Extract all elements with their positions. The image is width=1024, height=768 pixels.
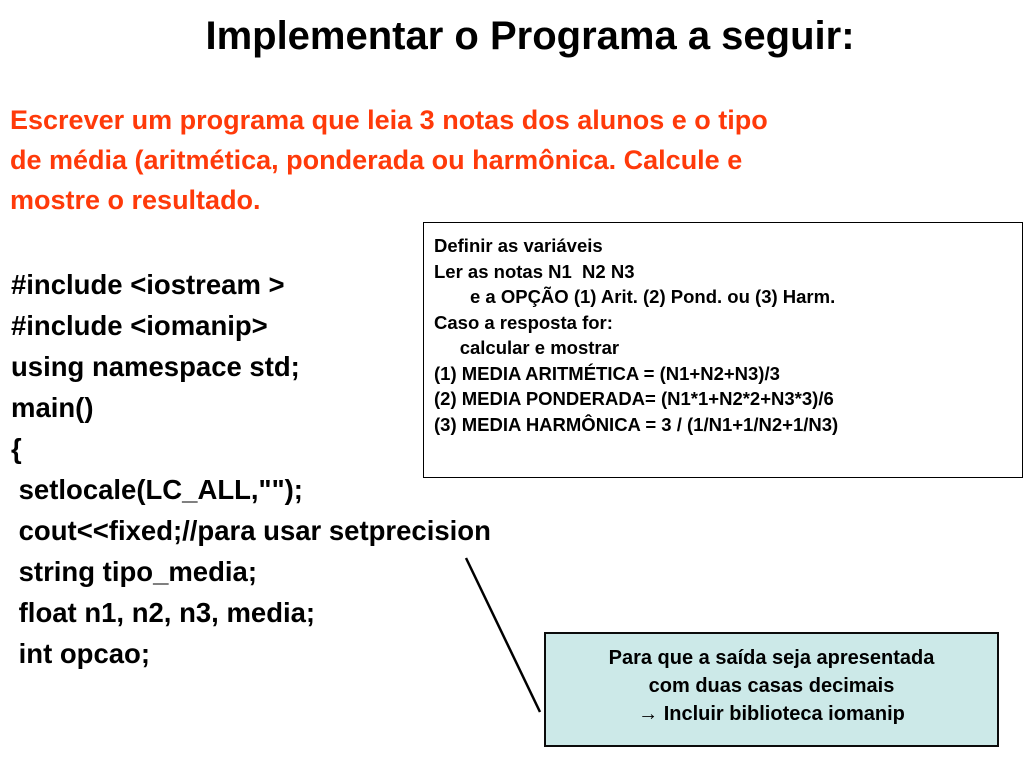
algorithm-line: Caso a resposta for: <box>434 311 613 333</box>
intro-line: de média (aritmética, ponderada ou harmônica. Calcule e <box>10 145 743 175</box>
code-line: string tipo_media; <box>11 556 257 587</box>
intro-line: mostre o resultado. <box>10 185 261 215</box>
intro-line: Escrever um programa que leia 3 notas dos alunos e o tipo <box>10 105 768 135</box>
code-listing <box>11 264 491 674</box>
note-line: com duas casas decimais <box>648 675 895 697</box>
algorithm-line: calcular e mostrar <box>434 337 620 358</box>
code-line: cout<<fixed;//para usar setprecision <box>11 515 491 546</box>
note-line: Para que a saída seja apresentada <box>608 647 935 669</box>
code-line: float n1, n2, n3, media; <box>11 597 316 628</box>
code-line: #include <iomanip> <box>11 310 268 341</box>
algorithm-line: (2) MEDIA PONDERADA= (N1*1+N2*2+N3*3)/6 <box>434 388 834 409</box>
note-line: → Incluir biblioteca iomanip <box>638 703 905 725</box>
slide-title: Implementar o Programa a seguir: <box>205 14 855 58</box>
note-box <box>544 632 999 747</box>
intro-paragraph <box>10 100 1010 220</box>
code-line: setlocale(LC_ALL,""); <box>11 474 303 505</box>
code-line: int opcao; <box>11 638 151 669</box>
code-line: #include <iostream > <box>11 269 285 300</box>
code-line: { <box>11 433 22 464</box>
code-line: using namespace std; <box>11 351 300 382</box>
algorithm-line: e a OPÇÃO (1) Arit. (2) Pond. ou (3) Harm. <box>434 286 836 307</box>
algorithm-line: Ler as notas N1 N2 N3 <box>434 260 635 282</box>
algorithm-box <box>423 222 1023 478</box>
algorithm-line: Definir as variáveis <box>434 235 603 256</box>
algorithm-line: (3) MEDIA HARMÔNICA = 3 / (1/N1+1/N2+1/N3) <box>434 413 839 435</box>
code-line: main() <box>11 392 94 423</box>
algorithm-line: (1) MEDIA ARITMÉTICA = (N1+N2+N3)/3 <box>434 362 780 384</box>
